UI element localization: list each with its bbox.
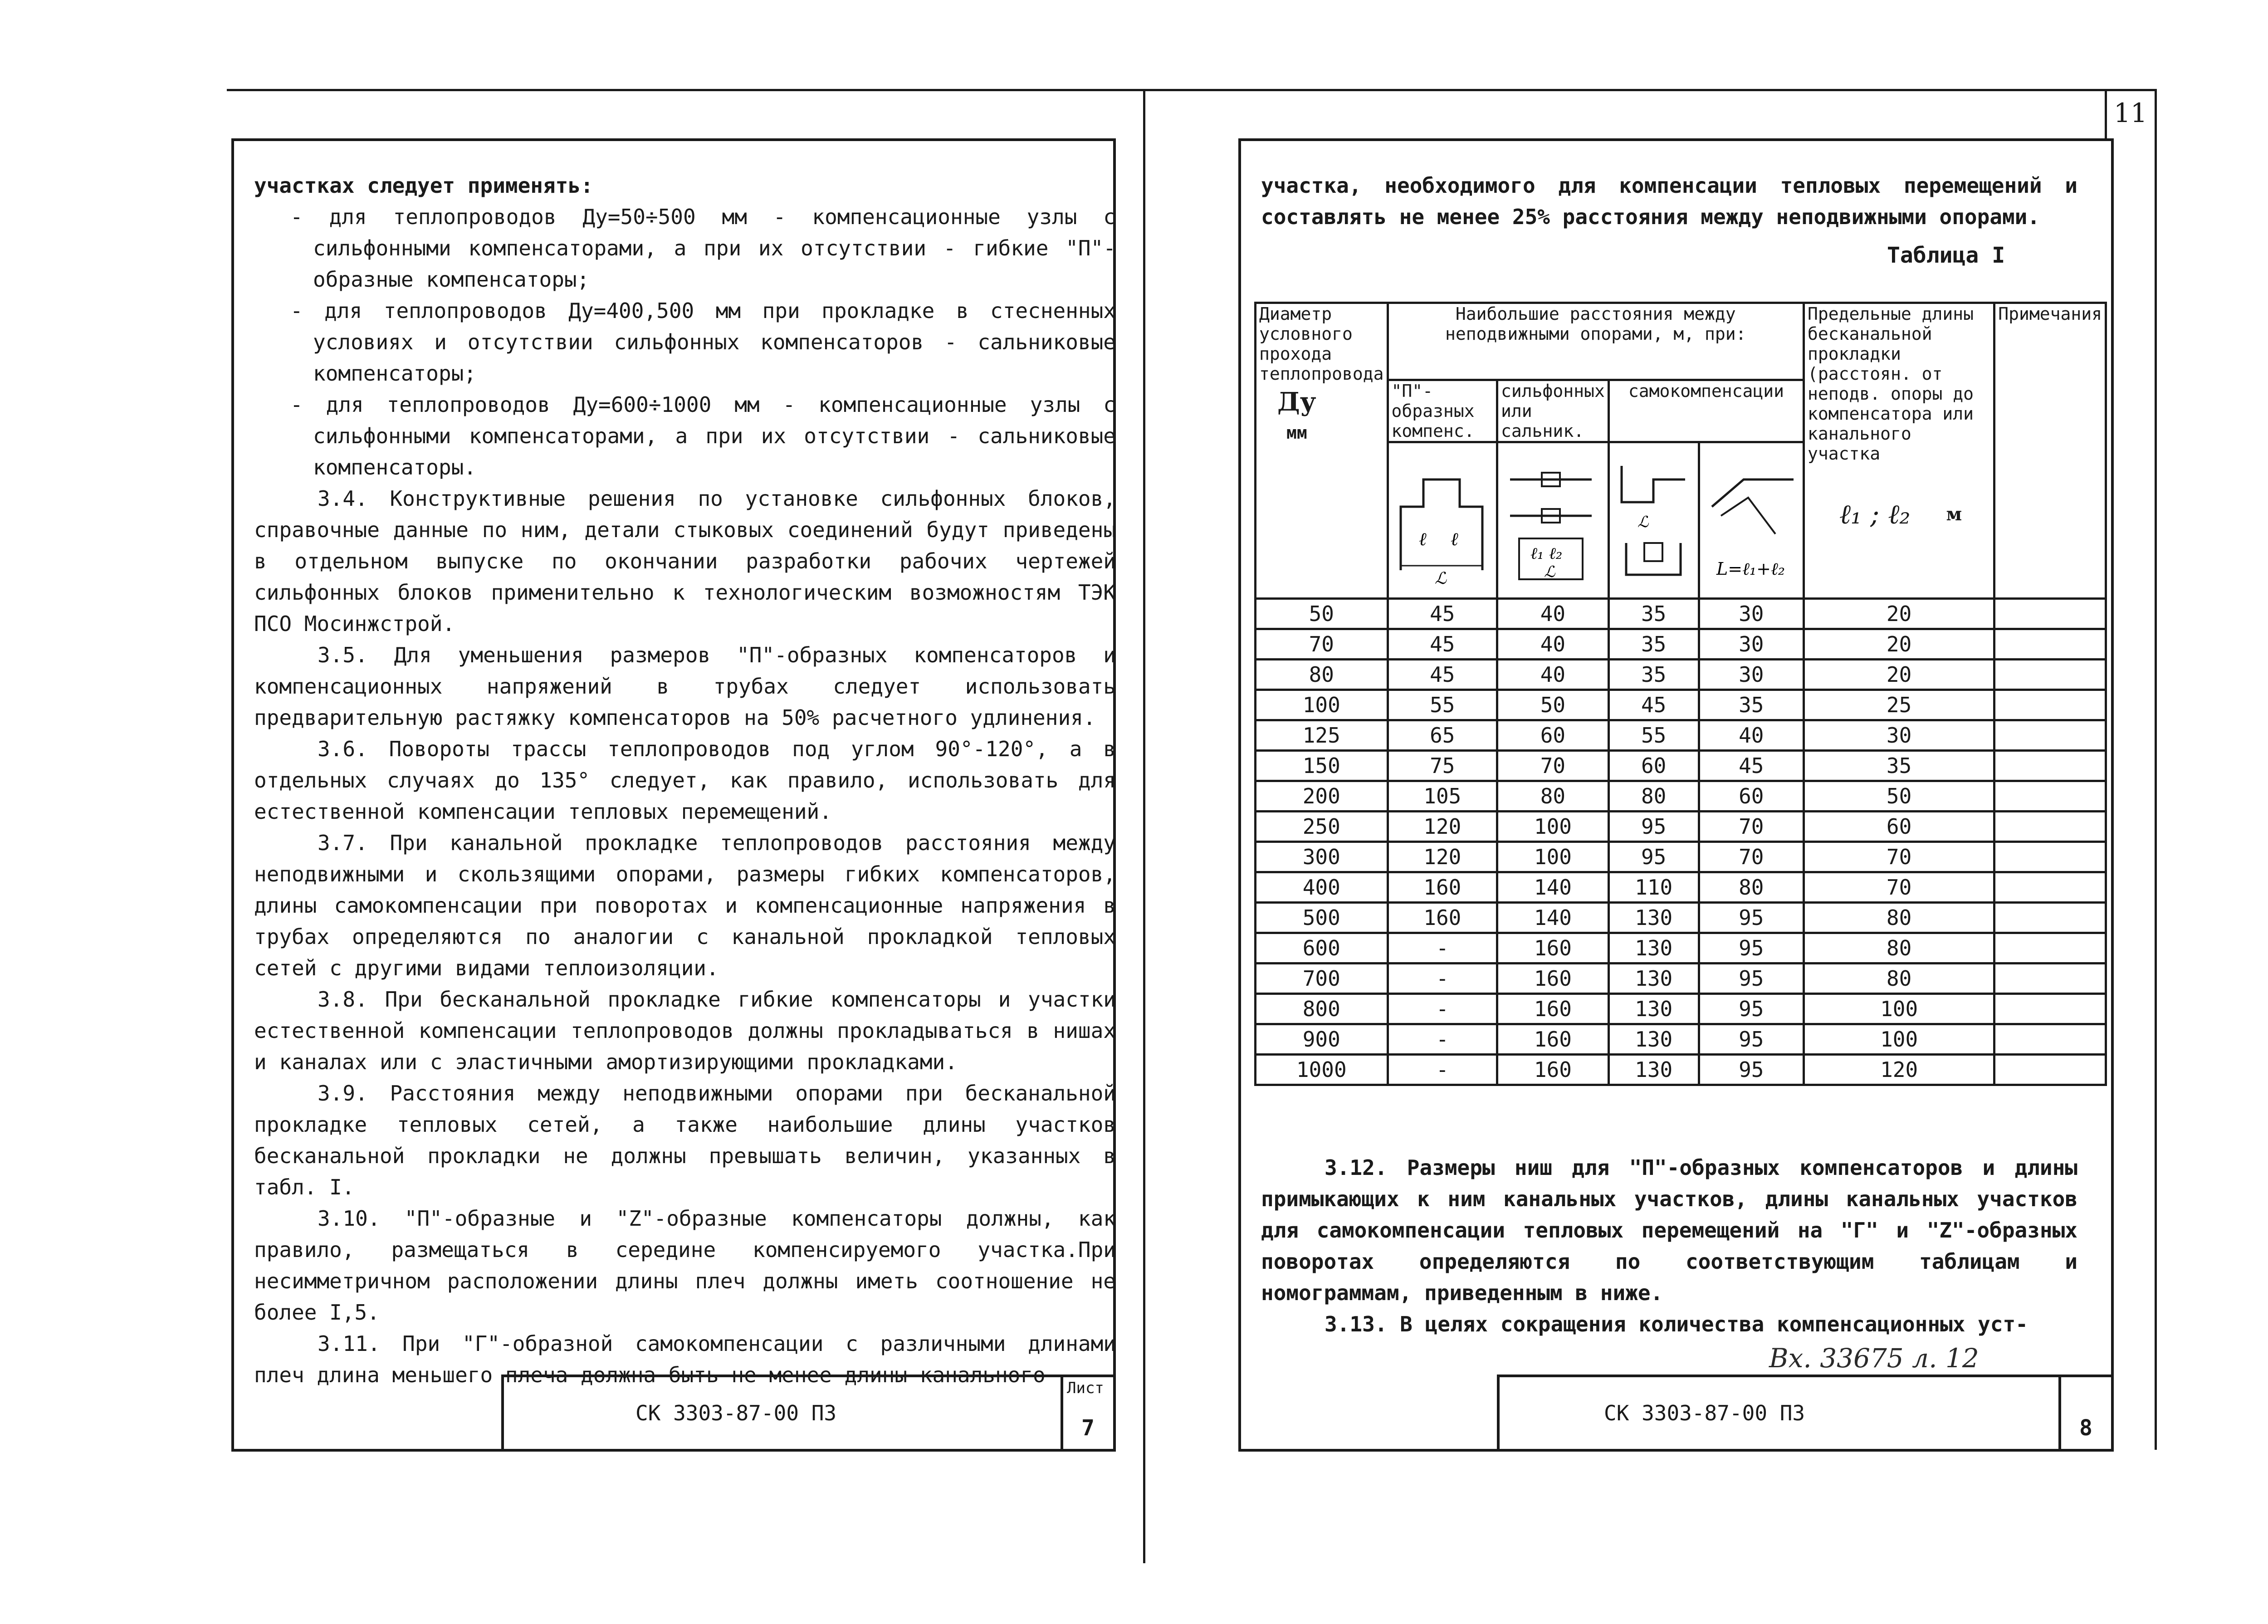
- table-row: [1256, 1055, 2106, 1085]
- table-cell: 40: [1497, 599, 1609, 629]
- table-cell: 130: [1608, 1055, 1699, 1085]
- table-caption: Таблица I: [1887, 243, 2005, 268]
- svg-text:ℓ₁ ℓ₂: ℓ₁ ℓ₂: [1530, 544, 1563, 563]
- table-cell-note: [1994, 751, 2106, 781]
- header-p-shape: "П"-образных компенс.: [1388, 380, 1497, 442]
- table-cell: 130: [1608, 933, 1699, 964]
- bellows-diagram: [1501, 452, 1601, 588]
- right-title-block: [1497, 1375, 2114, 1452]
- limit-unit: м: [1946, 504, 1962, 525]
- table-cell: 60: [1804, 812, 1994, 842]
- table-cell: 80: [1608, 781, 1699, 812]
- sheet-cell: [1061, 1377, 1113, 1449]
- table-cell-note: [1994, 872, 2106, 903]
- table-cell: 120: [1388, 842, 1497, 872]
- table-cell: 20: [1804, 599, 1994, 629]
- table-cell: 25: [1804, 690, 1994, 720]
- table-row: [1256, 720, 2106, 751]
- svg-text:ℓ: ℓ: [1450, 529, 1458, 550]
- right-intro: участка, необходимого для компенсации тепловых перемещений и составлять не менее 25% расстояния между неподвижными опорами.: [1261, 173, 2077, 229]
- table-cell: -: [1388, 994, 1497, 1024]
- table-row: [1256, 751, 2106, 781]
- svg-text:ℒ: ℒ: [1434, 569, 1447, 588]
- table-row: [1256, 1024, 2106, 1055]
- svg-text:ℒ: ℒ: [1637, 513, 1649, 531]
- paragraph: 3.8. При бесканальной прокладке гибкие компенсаторы и участки естественной компенсации теплопроводов должны прокладываться в нишах и каналах или с эластичными амортизирующими прокладками.: [254, 987, 1116, 1074]
- table-cell: 95: [1699, 1024, 1804, 1055]
- table-cell: 35: [1699, 690, 1804, 720]
- table-cell: 100: [1804, 994, 1994, 1024]
- table-cell-note: [1994, 781, 2106, 812]
- bellows-sketch: [1497, 442, 1609, 599]
- table-cell-note: [1994, 660, 2106, 690]
- table-cell-note: [1994, 690, 2106, 720]
- table-cell: 80: [1256, 660, 1388, 690]
- header-limit-text: Предельные длины бесканальной прокладки (расстоян. от неподв. опоры до компенсатора или канального участка: [1808, 304, 1974, 464]
- table-cell: 95: [1699, 1055, 1804, 1085]
- paragraph: 3.6. Повороты трассы теплопроводов под углом 90°-120°, а в отдельных случаях до 135° следует, как правило, использовать для естественной компенсации тепловых перемещений.: [254, 737, 1116, 824]
- table-cell: 70: [1256, 629, 1388, 660]
- table-row: [1256, 599, 2106, 629]
- table-cell: 70: [1804, 842, 1994, 872]
- svg-text:ℒ: ℒ: [1544, 563, 1555, 581]
- header-limit: [1804, 303, 1994, 599]
- table-cell: 140: [1497, 903, 1609, 933]
- table-cell: 105: [1388, 781, 1497, 812]
- corner-page-number: 11: [2114, 98, 2147, 128]
- table-cell: 100: [1497, 812, 1609, 842]
- right-paragraphs: [1261, 1152, 2077, 1340]
- right-edge-line: [2155, 89, 2157, 1450]
- table-row: [1256, 812, 2106, 842]
- table-row: [1256, 903, 2106, 933]
- table-cell: 50: [1804, 781, 1994, 812]
- table-cell: -: [1388, 1055, 1497, 1085]
- table-cell: 70: [1497, 751, 1609, 781]
- sheet-number: 7: [1081, 1415, 1095, 1441]
- table-cell: 20: [1804, 660, 1994, 690]
- limit-symbol: ℓ₁ ; ℓ₂: [1839, 499, 1911, 530]
- table-cell: 160: [1497, 994, 1609, 1024]
- table-cell: 500: [1256, 903, 1388, 933]
- paragraph: 3.4. Конструктивные решения по установке сильфонных блоков, справочные данные по ним, детали стыковых соединений будут приведены в отдельном выпуске по окончании разработки рабочих чертежей сильфонных блоков применительно к технологическим возможностям ТЭК ПСО Мосинжстрой.: [254, 486, 1116, 636]
- table-cell: 95: [1699, 964, 1804, 994]
- header-du: Ду: [1277, 387, 1316, 417]
- table-cell-note: [1994, 629, 2106, 660]
- table-cell: 40: [1497, 660, 1609, 690]
- table-row: [1256, 629, 2106, 660]
- sheet-label: Лист: [1067, 1379, 1104, 1397]
- table-cell: 60: [1497, 720, 1609, 751]
- table-cell-note: [1994, 842, 2106, 872]
- selfcomp-z-diagram: [1613, 452, 1694, 588]
- table-cell: 150: [1256, 751, 1388, 781]
- sheet-cell-right: [2058, 1377, 2111, 1449]
- svg-text:L=ℓ₁+ℓ₂: L=ℓ₁+ℓ₂: [1716, 559, 1785, 579]
- table-cell: 160: [1497, 1055, 1609, 1085]
- paragraph: 3.10. "П"-образные и "Z"-образные компенсаторы должны, как правило, размещаться в середине компенсируемого участка.При несимметричном расположении длины плеч должны иметь соотношение не более I,5.: [254, 1206, 1116, 1325]
- table-cell: 95: [1699, 903, 1804, 933]
- table-cell-note: [1994, 1055, 2106, 1085]
- table-cell: 130: [1608, 964, 1699, 994]
- table-cell: 45: [1388, 629, 1497, 660]
- table-cell: 160: [1497, 964, 1609, 994]
- table-row: [1256, 690, 2106, 720]
- header-max-distance: Наибольшие расстояния между неподвижными опорами, м, при:: [1388, 303, 1804, 380]
- table-cell: 75: [1388, 751, 1497, 781]
- table-cell: 600: [1256, 933, 1388, 964]
- table-cell: 60: [1608, 751, 1699, 781]
- table-cell: 45: [1388, 599, 1497, 629]
- table-cell: 250: [1256, 812, 1388, 842]
- table-row: [1256, 994, 2106, 1024]
- table-cell: 40: [1699, 720, 1804, 751]
- corner-box-left: [2105, 89, 2107, 139]
- table-cell: 125: [1256, 720, 1388, 751]
- paragraph: 3.7. При канальной прокладке теплопроводов расстояния между неподвижными и скользящими опорами, размеры гибких компенсаторов, длины самокомпенсации при поворотах и компенсационные напряжения в трубах определяются по аналогии с канальной прокладкой тепловых сетей с другими видами теплоизоляции.: [254, 831, 1116, 980]
- table-cell-note: [1994, 1024, 2106, 1055]
- table-cell: 35: [1804, 751, 1994, 781]
- table-cell: 80: [1804, 933, 1994, 964]
- table-cell: 400: [1256, 872, 1388, 903]
- header-selfcomp: самокомпенсации: [1608, 380, 1804, 442]
- p-compensator-sketch: [1388, 442, 1497, 599]
- table-cell: 160: [1388, 872, 1497, 903]
- table-cell: 160: [1497, 933, 1609, 964]
- table-cell: 95: [1608, 842, 1699, 872]
- table-cell: 130: [1608, 994, 1699, 1024]
- table-cell: 70: [1699, 812, 1804, 842]
- selfcomp-sketch-b: [1699, 442, 1804, 599]
- table-cell-note: [1994, 812, 2106, 842]
- table-cell: 80: [1804, 903, 1994, 933]
- table-row: [1256, 964, 2106, 994]
- table-cell: 700: [1256, 964, 1388, 994]
- table-cell: 50: [1497, 690, 1609, 720]
- document-code: СК 3303-87-00 ПЗ: [635, 1401, 837, 1425]
- document-code-right: СК 3303-87-00 ПЗ: [1604, 1401, 1805, 1425]
- sheet-number-right: 8: [2079, 1415, 2092, 1441]
- table-row: [1256, 933, 2106, 964]
- table-cell: 140: [1497, 872, 1609, 903]
- table-cell: 20: [1804, 629, 1994, 660]
- header-mm: мм: [1286, 423, 1307, 443]
- table-row: [1256, 660, 2106, 690]
- table-cell-note: [1994, 903, 2106, 933]
- table-cell: 160: [1388, 903, 1497, 933]
- p-shape-diagram: [1392, 452, 1491, 588]
- table-cell-note: [1994, 720, 2106, 751]
- table-cell: 30: [1699, 599, 1804, 629]
- table-cell: 60: [1699, 781, 1804, 812]
- svg-text:ℓ: ℓ: [1418, 529, 1427, 550]
- table-cell: 65: [1388, 720, 1497, 751]
- paragraph: 3.12. Размеры ниш для "П"-образных компенсаторов и длины примыкающих к ним канальных участков, длины канальных участков для самокомпенсации тепловых перемещений на "Г" и "Z"-образных поворотах определяются по соответствующим таблицам и номограммам, приведенным в ниже.: [1261, 1155, 2077, 1305]
- table-cell: 55: [1608, 720, 1699, 751]
- paragraph: 3.5. Для уменьшения размеров "П"-образных компенсаторов и компенсационных напряжений в трубах следует использовать предварительную растяжку компенсаторов на 50% расчетного удлинения.: [254, 643, 1116, 730]
- table-cell: 80: [1804, 964, 1994, 994]
- paragraph: участках следует применять:: [254, 173, 593, 198]
- table-cell: 110: [1608, 872, 1699, 903]
- table-cell: 900: [1256, 1024, 1388, 1055]
- table-cell-note: [1994, 599, 2106, 629]
- table-cell: 45: [1388, 660, 1497, 690]
- table-cell: 80: [1699, 872, 1804, 903]
- table-cell: 95: [1699, 933, 1804, 964]
- table-cell: 80: [1497, 781, 1609, 812]
- table-cell: 55: [1388, 690, 1497, 720]
- table-cell: 30: [1804, 720, 1994, 751]
- table-cell: 120: [1804, 1055, 1994, 1085]
- table-cell-note: [1994, 964, 2106, 994]
- table-cell: 130: [1608, 1024, 1699, 1055]
- left-page-text: [254, 170, 1116, 1391]
- table-row: [1256, 872, 2106, 903]
- header-bellows: сильфонных или сальник.: [1497, 380, 1609, 442]
- table-cell: 300: [1256, 842, 1388, 872]
- table-cell: -: [1388, 964, 1497, 994]
- table-cell: 45: [1608, 690, 1699, 720]
- paragraph: 3.9. Расстояния между неподвижными опорами при бесканальной прокладке тепловых сетей, а также наибольшие длины участков бесканальной прокладки не должны превышать величин, указанных в табл. I.: [254, 1081, 1116, 1199]
- table-cell-note: [1994, 933, 2106, 964]
- table-cell: 130: [1608, 903, 1699, 933]
- paragraph: 3.13. В целях сокращения количества компенсационных уст-: [1325, 1312, 2028, 1336]
- selfcomp-g-diagram: [1703, 452, 1798, 588]
- table-cell: 100: [1804, 1024, 1994, 1055]
- table-cell: 120: [1388, 812, 1497, 842]
- table-cell: 95: [1608, 812, 1699, 842]
- header-notes: Примечания: [1994, 303, 2106, 599]
- table-cell: 45: [1699, 751, 1804, 781]
- list-item: - для теплопроводов Ду=50÷500 мм - компенсационные узлы с сильфонными компенсаторами, а при их отсутствии - гибкие "П"-образные компенсаторы;: [290, 205, 1116, 292]
- table-cell: 50: [1256, 599, 1388, 629]
- table-cell: 800: [1256, 994, 1388, 1024]
- table-cell: 70: [1804, 872, 1994, 903]
- table-cell-note: [1994, 994, 2106, 1024]
- handwritten-note: Вх. 33675 л. 12: [1769, 1343, 1979, 1374]
- header-diameter: [1256, 303, 1388, 599]
- table-cell: 100: [1497, 842, 1609, 872]
- table-row: [1256, 781, 2106, 812]
- table-row: [1256, 842, 2106, 872]
- page-divider: [1143, 89, 1145, 1563]
- distance-table: [1254, 302, 2107, 1086]
- list-item: - для теплопроводов Ду=600÷1000 мм - компенсационные узлы с сильфонными компенсаторами, а при их отсутствии - сальниковые компенсаторы.: [290, 392, 1116, 479]
- table-cell: 100: [1256, 690, 1388, 720]
- table-cell: 35: [1608, 599, 1699, 629]
- table-cell: 30: [1699, 629, 1804, 660]
- list-item: - для теплопроводов Ду=400,500 мм при прокладке в стесненных условиях и отсутствии сильфонных компенсаторов - сальниковые компенсаторы;: [290, 298, 1116, 386]
- table-cell: -: [1388, 1024, 1497, 1055]
- table-cell: 30: [1699, 660, 1804, 690]
- paragraph: 3.11. При "Г"-образной самокомпенсации с различными длинами плеч длина меньшего плеча должна быть не менее длины канального: [254, 1331, 1116, 1387]
- selfcomp-sketch-a: [1608, 442, 1699, 599]
- table-cell: 35: [1608, 629, 1699, 660]
- left-title-block: [501, 1375, 1116, 1452]
- table-cell: 40: [1497, 629, 1609, 660]
- table-cell: 1000: [1256, 1055, 1388, 1085]
- table-cell: 35: [1608, 660, 1699, 690]
- table-cell: 95: [1699, 994, 1804, 1024]
- table-cell: 160: [1497, 1024, 1609, 1055]
- table-cell: 70: [1699, 842, 1804, 872]
- top-rule: [227, 89, 2155, 91]
- table-cell: 200: [1256, 781, 1388, 812]
- table-cell: -: [1388, 933, 1497, 964]
- header-diameter-text: Диаметр условного прохода теплопровода: [1259, 304, 1384, 384]
